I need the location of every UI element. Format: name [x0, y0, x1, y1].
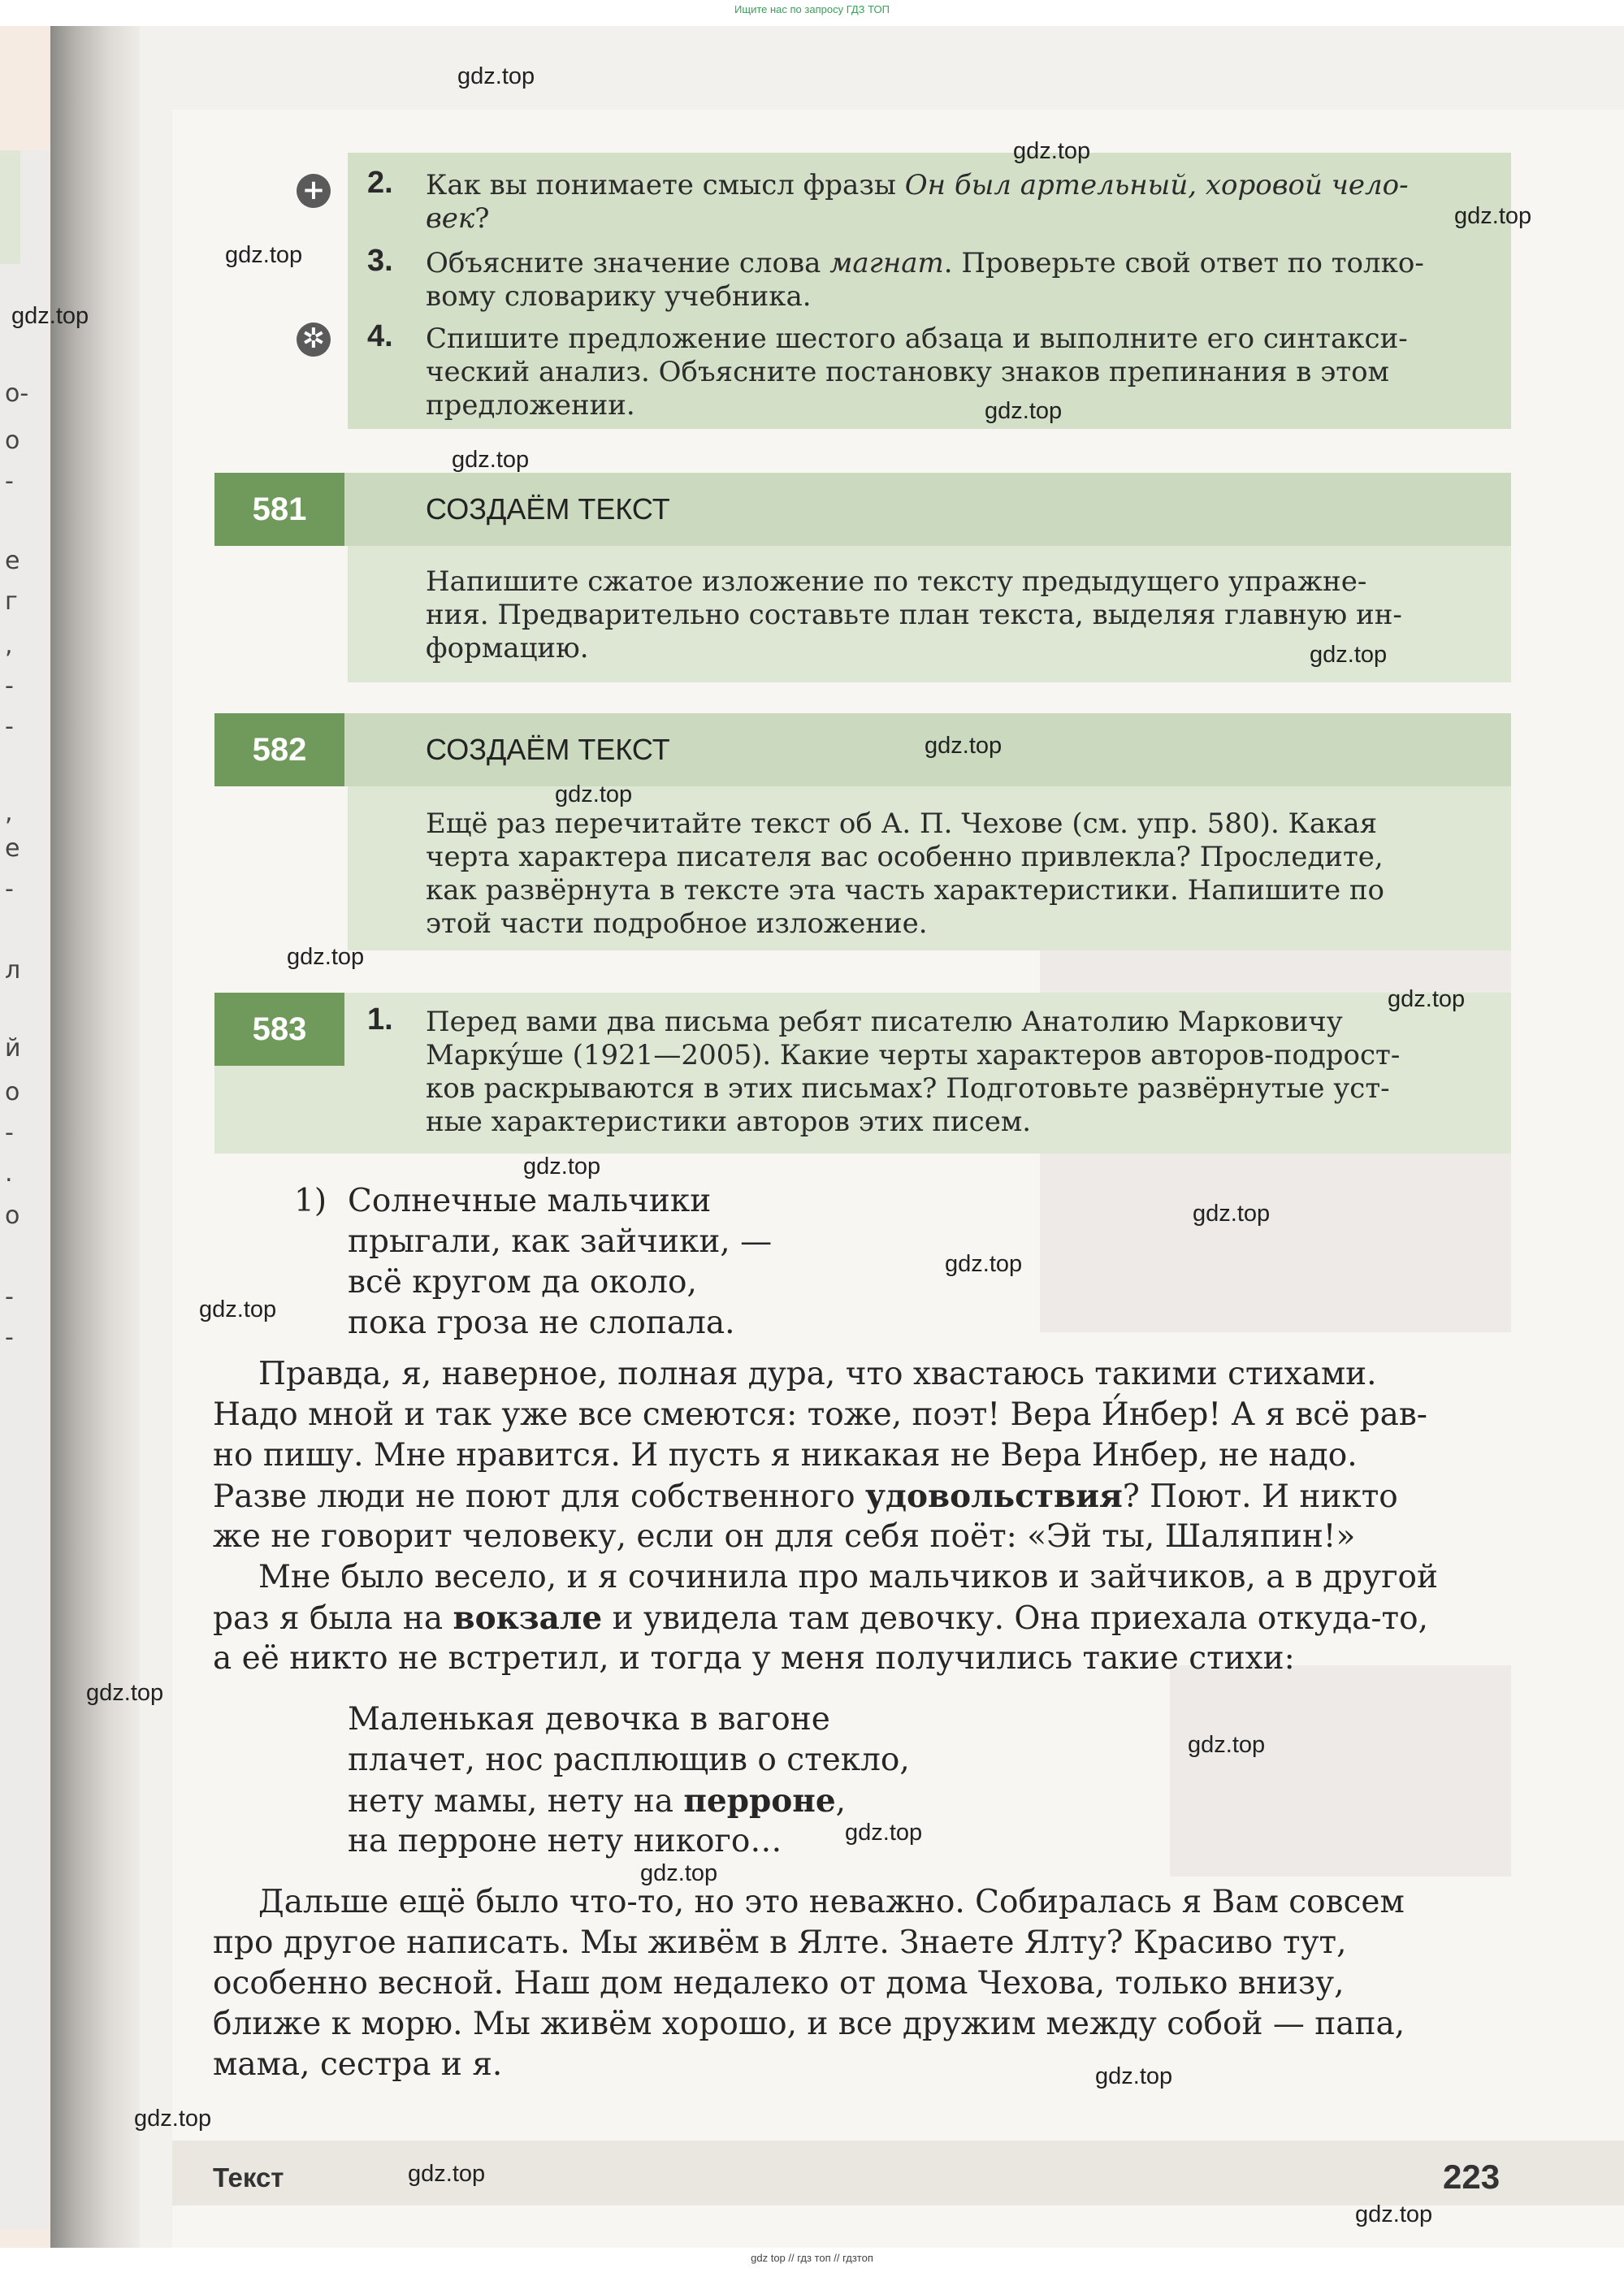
watermark: gdz.top: [1188, 1732, 1266, 1758]
left-page-edge: [0, 150, 49, 2230]
poem-line: прыгали, как зайчики, —: [348, 1223, 773, 1260]
left-fragment: -: [5, 467, 14, 496]
watermark: gdz.top: [523, 1154, 601, 1180]
question-line: век?: [426, 202, 490, 235]
watermark: gdz.top: [925, 733, 1003, 759]
exercise-582-number: 582: [214, 713, 344, 786]
left-fragment: -: [5, 875, 14, 903]
exercise-line: Перед вами два письма ребят писателю Анатолию Марковичу: [426, 1006, 1343, 1038]
poem-line: на перроне нету никого…: [348, 1823, 782, 1859]
paragraph-line: мама, сестра и я.: [213, 2046, 503, 2083]
question-number: 2.: [367, 166, 393, 200]
poem-line: Солнечные мальчики: [348, 1183, 712, 1219]
poem-line: плачет, нос расплющив о стекло,: [348, 1742, 910, 1778]
watermark: gdz.top: [408, 2161, 486, 2187]
letter-number: 1): [294, 1183, 327, 1219]
exercise-line: этой части подробное изложение.: [426, 907, 928, 940]
watermark: gdz.top: [134, 2106, 212, 2132]
left-fragment: о: [5, 426, 20, 455]
watermark: gdz.top: [452, 447, 530, 473]
top-banner: Ищите нас по запросу ГДЗ ТОП: [734, 3, 890, 15]
left-fragment: о-: [5, 379, 29, 408]
plus-circle-icon: +: [297, 174, 331, 208]
poem-line: Маленькая девочка в вагоне: [348, 1701, 830, 1738]
exercise-line: Ещё раз перечитайте текст об А. П. Чехове (см. упр. 580). Какая: [426, 807, 1378, 840]
watermark: gdz.top: [457, 63, 535, 89]
watermark: gdz.top: [287, 944, 365, 970]
exercise-line: формацию.: [426, 632, 589, 664]
watermark: gdz.top: [1013, 138, 1091, 164]
exercise-581-header: [214, 473, 1511, 546]
left-fragment: е: [5, 547, 20, 575]
left-fragment: е: [5, 834, 20, 863]
left-page-green-strip: [0, 150, 20, 264]
exercise-line: ные характеристики авторов этих писем.: [426, 1106, 1032, 1138]
left-fragment: -: [5, 672, 14, 700]
bottom-banner: gdz top // гдз топ // гдзтоп: [751, 2252, 873, 2264]
exercise-line: ния. Предварительно составьте план текста, выделяя главную ин-: [426, 599, 1402, 631]
exercise-583-item-number: 1.: [367, 1002, 393, 1037]
paragraph-line: про другое написать. Мы живём в Ялте. Знаете Ялту? Красиво тут,: [213, 1924, 1347, 1961]
poem-line: нету мамы, нету на перроне,: [348, 1782, 847, 1820]
poem-line: пока гроза не слопала.: [348, 1305, 735, 1341]
paragraph-line: Надо мной и так уже все смеются: тоже, поэт! Вера И́нбер! А я всё рав-: [213, 1396, 1427, 1433]
footer-band: [172, 2141, 1624, 2206]
watermark: gdz.top: [1355, 2201, 1433, 2227]
left-fragment: ,: [5, 799, 13, 827]
watermark: gdz.top: [1388, 986, 1466, 1012]
show-through-block: [1170, 1665, 1511, 1877]
left-fragment: -: [5, 712, 14, 741]
watermark: gdz.top: [86, 1680, 164, 1706]
exercise-582-title: СОЗДАЁМ ТЕКСТ: [426, 733, 670, 766]
left-fragment: о: [5, 1078, 20, 1106]
exercise-581-title: СОЗДАЁМ ТЕКСТ: [426, 492, 670, 526]
question-line: Как вы понимаете смысл фразы Он был артельный, хоровой чело-: [426, 169, 1409, 201]
question-line: предложении.: [426, 389, 635, 422]
left-fragment: -: [5, 1323, 14, 1352]
question-number: 4.: [367, 319, 393, 353]
exercise-line: Напишите сжатое изложение по тексту предыдущего упражне-: [426, 565, 1367, 598]
paragraph-line: Мне было весело, и я сочинила про мальчиков и зайчиков, а в другой: [258, 1559, 1439, 1595]
left-fragment: -: [5, 1119, 14, 1147]
paragraph-line: же не говорит человеку, если он для себя поёт: «Эй ты, Шаляпин!»: [213, 1518, 1356, 1555]
watermark: gdz.top: [985, 398, 1063, 424]
watermark: gdz.top: [945, 1251, 1023, 1277]
footer-section-label: Текст: [213, 2162, 284, 2193]
asterisk-circle-icon: ✲: [297, 323, 331, 357]
watermark: gdz.top: [11, 303, 89, 329]
left-fragment: й: [5, 1034, 21, 1063]
watermark: gdz.top: [1193, 1201, 1271, 1227]
book-spine: [50, 26, 140, 2248]
watermark: gdz.top: [1454, 203, 1532, 229]
paragraph-line: Дальше ещё было что-то, но это неважно. Собиралась я Вам совсем: [258, 1884, 1405, 1920]
exercise-line: черта характера писателя вас особенно привлекла? Проследите,: [426, 841, 1384, 873]
poem-line: всё кругом да около,: [348, 1264, 697, 1301]
left-fragment: о: [5, 1201, 20, 1230]
exercise-583-number: 583: [214, 993, 344, 1066]
question-line: ческий анализ. Объясните постановку знаков препинания в этом: [426, 356, 1389, 388]
exercise-582-header: [214, 713, 1511, 786]
paragraph-line: но пишу. Мне нравится. И пусть я никакая не Вера Инбер, не надо.: [213, 1437, 1358, 1474]
left-fragment: .: [5, 1159, 13, 1188]
paragraph-line: а её никто не встретил, и тогда у меня получились такие стихи:: [213, 1640, 1295, 1677]
paragraph-line: Разве люди не поют для собственного удовольствия? Поют. И никто: [213, 1478, 1398, 1515]
left-fragment: ,: [5, 631, 13, 660]
watermark: gdz.top: [199, 1297, 277, 1322]
left-fragment: -: [5, 1283, 14, 1311]
watermark: gdz.top: [845, 1820, 923, 1846]
paragraph-line: ближе к морю. Мы живём хорошо, и все дружим между собой — папа,: [213, 2006, 1405, 2042]
left-fragment: г: [5, 587, 18, 616]
watermark: gdz.top: [1310, 642, 1388, 668]
question-line: вому словарику учебника.: [426, 280, 812, 313]
watermark: gdz.top: [225, 242, 303, 268]
watermark: gdz.top: [555, 781, 633, 807]
page-number: 223: [1443, 2158, 1501, 2196]
paragraph-line: особенно весной. Наш дом недалеко от дома Чехова, только внизу,: [213, 1965, 1345, 2002]
question-line: Спишите предложение шестого абзаца и выполните его синтакси-: [426, 323, 1408, 355]
paragraph-line: Правда, я, наверное, полная дура, что хвастаюсь такими стихами.: [258, 1356, 1377, 1392]
exercise-line: Марку́ше (1921—2005). Какие черты характеров авторов-подрост-: [426, 1039, 1401, 1071]
watermark: gdz.top: [1095, 2063, 1173, 2089]
question-line: Объясните значение слова магнат. Проверьте свой ответ по толко-: [426, 247, 1424, 279]
exercise-line: как развёрнута в тексте эта часть характеристики. Напишите по: [426, 874, 1385, 907]
left-fragment: л: [5, 956, 21, 985]
watermark: gdz.top: [640, 1860, 718, 1886]
exercise-line: ков раскрываются в этих письмах? Подготовьте развёрнутые уст-: [426, 1072, 1390, 1105]
paragraph-line: раз я была на вокзале и увидела там девочку. Она приехала откуда-то,: [213, 1600, 1429, 1637]
question-number: 3.: [367, 244, 393, 278]
exercise-581-number: 581: [214, 473, 344, 546]
